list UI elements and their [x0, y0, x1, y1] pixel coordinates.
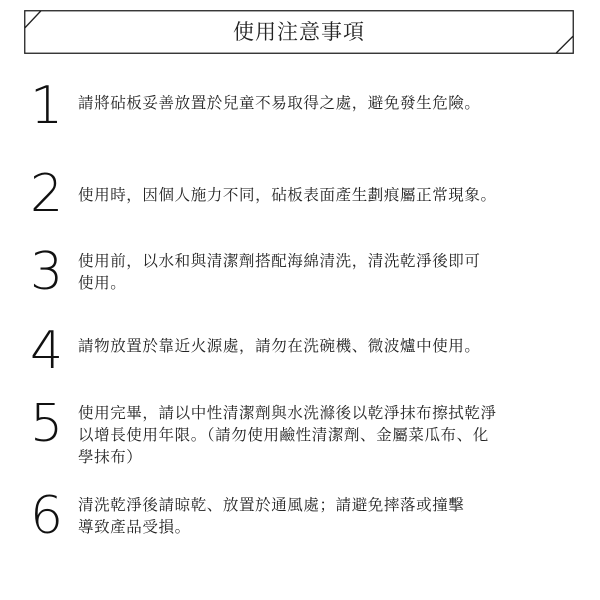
item-text-line: 以增長使用年限。（請勿使用鹼性清潔劑、金屬菜瓜布、化 [78, 426, 489, 444]
page-title: 使用注意事項 [233, 20, 365, 44]
item-text [78, 335, 583, 357]
item-text [78, 402, 583, 468]
item-text-line: 學抹布） [78, 448, 143, 466]
item-text [78, 184, 583, 206]
item-text-line: 清洗乾淨後請晾乾、放置於通風處；請避免摔落或撞擊 [78, 496, 465, 514]
title-box [24, 10, 574, 54]
item-number: 1 [30, 76, 64, 136]
item-number: 6 [30, 486, 64, 546]
item-text [78, 92, 583, 114]
item-text [78, 250, 583, 294]
item-text [78, 494, 583, 538]
item-text-line: 導致產品受損。 [78, 518, 191, 536]
item-text-line: 使用前，以水和與清潔劑搭配海綿清洗，清洗乾淨後即可 [78, 252, 481, 270]
item-number: 4 [30, 321, 64, 381]
item-text-line: 請將砧板妥善放置於兒童不易取得之處，避免發生危險。 [78, 94, 481, 112]
item-number: 3 [30, 242, 64, 302]
item-text-line: 使用時，因個人施力不同，砧板表面產生劃痕屬正常現象。 [78, 186, 497, 204]
item-number: 2 [30, 164, 64, 224]
item-text-line: 請物放置於靠近火源處，請勿在洗碗機、微波爐中使用。 [78, 337, 481, 355]
item-text-line: 使用完畢，請以中性清潔劑與水洗滌後以乾淨抹布擦拭乾淨 [78, 404, 497, 422]
item-number: 5 [30, 394, 64, 454]
item-text-line: 使用。 [78, 274, 127, 292]
